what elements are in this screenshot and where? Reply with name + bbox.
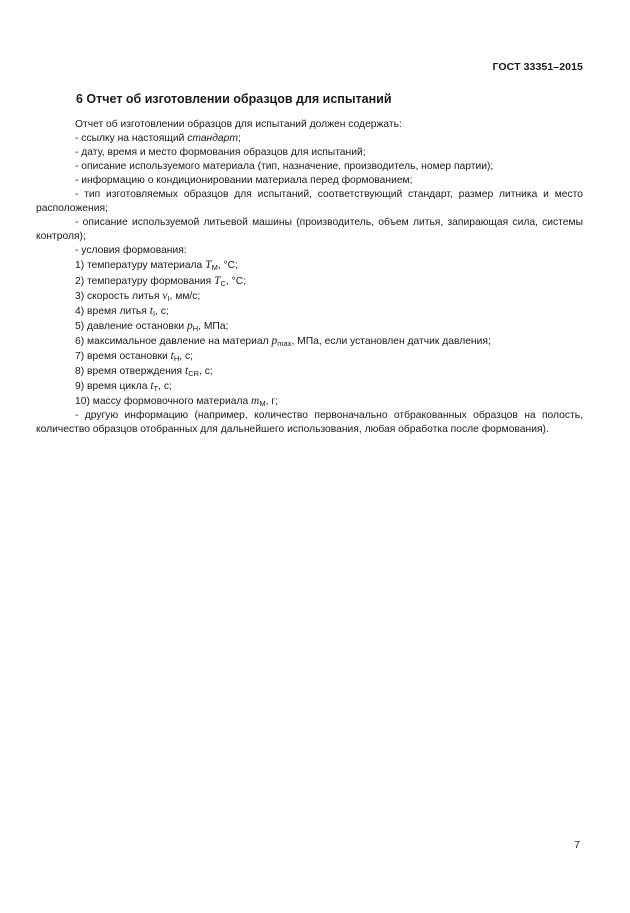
list-item-date: - дату, время и место формования образцов для испытаний; [75, 147, 366, 159]
list-item-reference: - ссылку на настоящий стандарт; [75, 133, 241, 145]
condition-item: 5) давление остановки $p_H$, МПа; [75, 319, 229, 333]
section-title: 6 Отчет об изготовлении образцов для испытаний [76, 92, 392, 106]
reference-italic: стандарт [187, 133, 238, 145]
condition-item: 4) время литья $t_I$, с; [75, 304, 169, 318]
list-item-material: - описание используемого материала (тип, назначение, производитель, номер партии); [75, 161, 494, 173]
intro-paragraph: Отчет об изготовлении образцов для испытаний должен содержать: [75, 119, 402, 130]
standard-code: ГОСТ 33351–2015 [492, 61, 583, 73]
list-item-other: - другую информацию (например, количество первоначально отбракованных образцов на полость, количество образцов отобранных для дальнейшего использования, любая обработка после формования). [36, 409, 583, 435]
list-item-conditioning: - информацию о кондиционировании материала перед формованием; [75, 175, 413, 187]
list-item-machine: - описание используемой литьевой машины (производитель, объем литья, запирающая сила, системы контроля); [36, 217, 583, 243]
condition-item: 6) максимальное давление на материал $p_{max}$, МПа, если установлен датчик давления; [75, 334, 491, 348]
list-item-conditions: - условия формования: [75, 245, 187, 257]
condition-item: 8) время отверждения $t_{CR}$, с; [75, 364, 213, 378]
condition-item: 1) температуру материала $T_M$, °C; [75, 259, 238, 273]
page-number: 7 [574, 839, 580, 851]
condition-item: 9) время цикла $t_T$, с; [75, 379, 172, 393]
condition-item: 7) время остановки $t_H$, с; [75, 349, 194, 363]
condition-item: 10) массу формовочного материала $m_M$, г; [75, 394, 278, 408]
list-item-specimen-type: - тип изготовляемых образцов для испытаний, соответствующий стандарт, размер литника и место расположения; [36, 189, 583, 215]
condition-item: 2) температуру формования $T_C$, °C; [75, 274, 247, 288]
condition-item: 3) скорость литья $v_I$, мм/с; [75, 289, 201, 303]
report-requirements [36, 118, 583, 437]
